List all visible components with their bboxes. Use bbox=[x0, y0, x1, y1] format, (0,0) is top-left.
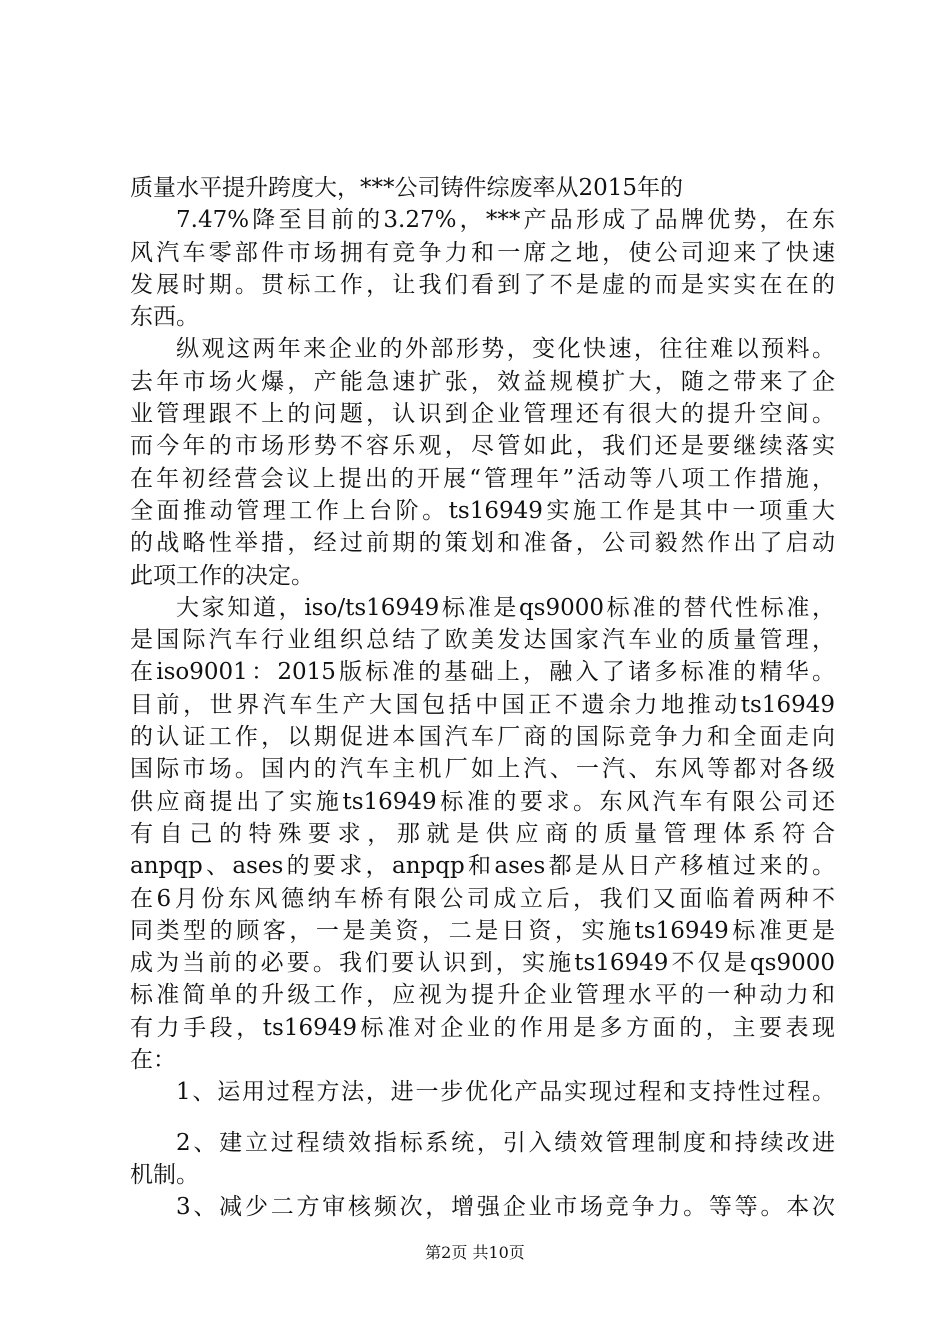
text-line: 在年初经营会议上提出的开展“管理年”活动等八项工作措施， bbox=[130, 465, 835, 492]
text-line: 在6月份东风德纳车桥有限公司成立后，我们又面临着两种不 bbox=[130, 885, 835, 912]
text-line: 的战略性举措，经过前期的策划和准备，公司毅然作出了启动 bbox=[130, 530, 835, 557]
text-line: 质量水平提升跨度大，***公司铸件综废率从2015年的 bbox=[130, 175, 684, 201]
text-line: 此项工作的决定。 bbox=[130, 562, 314, 589]
text-line: 有力手段，ts16949标准对企业的作用是多方面的，主要表现 bbox=[130, 1014, 835, 1041]
text-line: 纵观这两年来企业的外部形势，变化快速，往往难以预料。 bbox=[176, 336, 835, 363]
text-line: 供应商提出了实施ts16949标准的要求。东风汽车有限公司还 bbox=[130, 788, 835, 815]
text-line: 2、建立过程绩效指标系统，引入绩效管理制度和持续改进 bbox=[176, 1129, 835, 1156]
text-line: 目前，世界汽车生产大国包括中国正不遗余力地推动ts16949 bbox=[130, 691, 835, 718]
page-number-footer: 第2页 共10页 bbox=[425, 1243, 525, 1262]
text-line: 东西。 bbox=[130, 304, 199, 331]
text-line: 全面推动管理工作上台阶。ts16949实施工作是其中一项重大 bbox=[130, 497, 835, 524]
text-line: 风汽车零部件市场拥有竞争力和一席之地，使公司迎来了快速 bbox=[130, 239, 835, 266]
text-line: 而今年的市场形势不容乐观，尽管如此，我们还是要继续落实 bbox=[130, 433, 835, 460]
text-line: 同类型的顾客，一是美资，二是日资，实施ts16949标准更是 bbox=[130, 917, 835, 944]
body-text bbox=[130, 172, 835, 1224]
text-line: 在： bbox=[130, 1047, 176, 1074]
text-line: 有自己的特殊要求，那就是供应商的质量管理体系符合 bbox=[130, 820, 835, 847]
text-line: 在iso9001：2015版标准的基础上，融入了诸多标准的精华。 bbox=[130, 659, 835, 686]
text-line: 发展时期。贯标工作，让我们看到了不是虚的而是实实在在的 bbox=[130, 271, 835, 298]
text-line: 标准简单的升级工作，应视为提升企业管理水平的一种动力和 bbox=[130, 982, 835, 1009]
text-line: 机制。 bbox=[130, 1161, 199, 1188]
text-line: anpqp、ases的要求，anpqp和ases都是从日产移植过来的。 bbox=[130, 853, 835, 880]
text-line: 去年市场火爆，产能急速扩张，效益规模扩大，随之带来了企 bbox=[130, 368, 835, 395]
text-line: 的认证工作，以期促进本国汽车厂商的国际竞争力和全面走向 bbox=[130, 724, 835, 751]
text-line: 1、运用过程方法，进一步优化产品实现过程和支持性过程。 bbox=[176, 1079, 835, 1106]
text-line: 是国际汽车行业组织总结了欧美发达国家汽车业的质量管理， bbox=[130, 627, 835, 654]
text-line: 成为当前的必要。我们要认识到，实施ts16949不仅是qs9000 bbox=[130, 950, 835, 977]
text-line: 国际市场。国内的汽车主机厂如上汽、一汽、东风等都对各级 bbox=[130, 756, 835, 783]
text-line: 业管理跟不上的问题，认识到企业管理还有很大的提升空间。 bbox=[130, 401, 835, 428]
text-line: 7.47%降至目前的3.27%，***产品形成了品牌优势，在东 bbox=[176, 207, 835, 234]
text-line: 大家知道，iso/ts16949标准是qs9000标准的替代性标准， bbox=[176, 594, 835, 621]
text-line: 3、减少二方审核频次，增强企业市场竞争力。等等。本次 bbox=[176, 1194, 835, 1221]
